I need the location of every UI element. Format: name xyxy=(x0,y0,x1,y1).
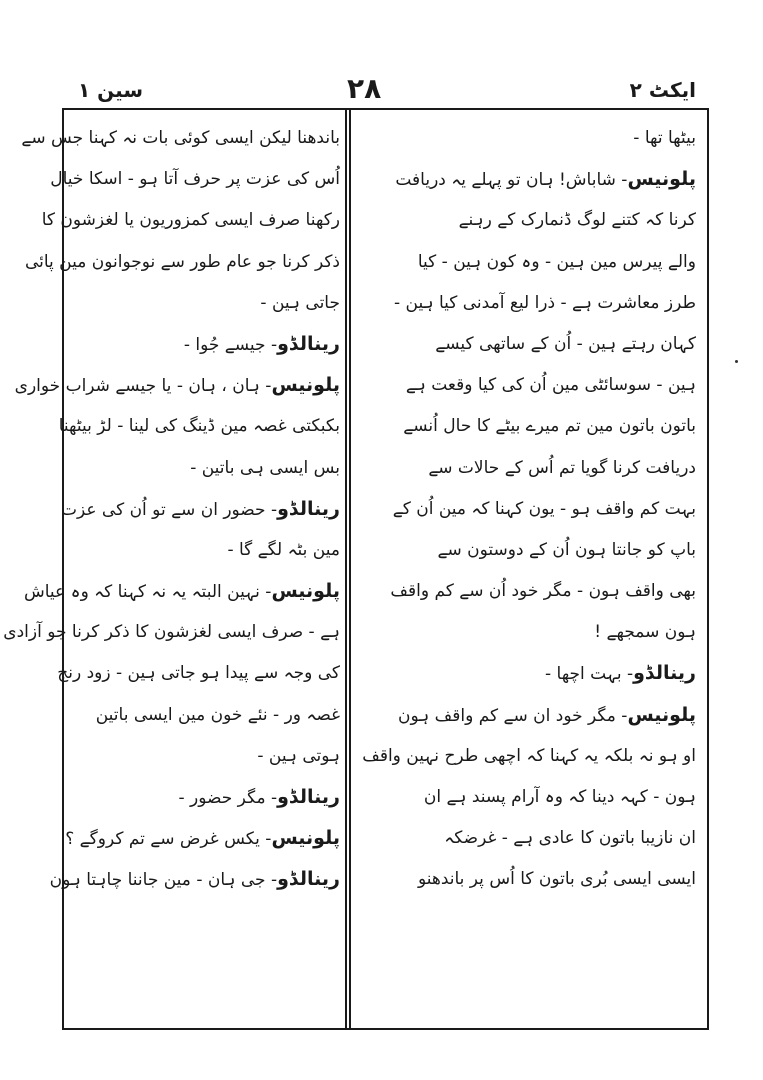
text-line xyxy=(356,283,696,324)
line-text: باندھنا لیکن ایسی کوئی بات نہ کہنا جس سے xyxy=(21,128,340,148)
line-text: او ہو نہ بلکہ یہ کہنا کہ اچھی طرح نہین واقف xyxy=(362,745,696,766)
text-line xyxy=(58,406,340,447)
line-text: کی وجہ سے پیدا ہو جاتی ہین - زود رنج xyxy=(57,663,340,684)
speaker-name: پلونیس xyxy=(627,703,696,726)
line-text: ان نازیبا باتون کا عادی ہے - غرضکہ xyxy=(444,828,696,849)
speaker-name: پلونیس xyxy=(271,580,340,603)
speaker-name: رینالڈو xyxy=(633,662,696,685)
act-label: ایکٹ ۲ xyxy=(629,78,696,102)
text-line xyxy=(356,530,696,571)
page-header xyxy=(62,72,712,112)
text-line xyxy=(356,118,696,159)
line-text: کرنا کہ کتنے لوگ ڈنمارک کے رہنے xyxy=(458,210,696,231)
line-text: - جی ہان - مین جاننا چاہتا ہون xyxy=(49,870,278,891)
line-text: ہون سمجھے ! xyxy=(594,622,696,643)
scene-label: سین ۱ xyxy=(78,78,144,102)
line-text: غصہ ور - نئے خون مین ایسی باتین xyxy=(95,704,340,725)
speaker-name: پلونیس xyxy=(271,827,340,850)
text-line xyxy=(49,859,340,900)
text-line xyxy=(24,571,340,612)
text-line xyxy=(14,365,340,406)
line-text: - حضور ان سے تو اُن کی عزت xyxy=(60,499,278,520)
text-line xyxy=(70,777,340,818)
text-line xyxy=(356,324,696,365)
text-line xyxy=(356,571,696,612)
line-text: ذکر کرنا جو عام طور سے نوجوانون مین پائی xyxy=(24,251,340,272)
line-text: دریافت کرنا گویا تم اُس کے حالات سے xyxy=(428,457,696,478)
line-text: بس ایسی ہی باتین - xyxy=(190,457,340,478)
line-text: ہون - کہہ دینا کہ وہ آرام پسند ہے ان xyxy=(423,787,696,807)
line-text: جاتی ہین - xyxy=(260,292,340,313)
text-line xyxy=(60,489,340,530)
text-line xyxy=(356,406,696,447)
line-text: باپ کو جانتا ہون اُن کے دوستون سے xyxy=(437,539,696,560)
line-text: - جیسے جُوا - xyxy=(183,334,278,355)
text-line xyxy=(70,324,340,365)
text-line xyxy=(356,365,696,406)
text-line xyxy=(356,200,696,241)
text-line xyxy=(70,448,340,489)
line-text: اُس کی عزت پر حرف آتا ہو - اسکا خیال xyxy=(50,169,340,190)
line-text: مین بٹہ لگے گا - xyxy=(227,539,340,560)
line-text: بھی واقف ہون - مگر خود اُن سے کم واقف xyxy=(390,581,696,602)
speaker-name: رینالڈو xyxy=(277,497,340,520)
text-line xyxy=(3,612,340,653)
speaker-name: رینالڈو xyxy=(277,868,340,891)
line-text: رکھنا صرف ایسی کمزوریون یا لغزشون کا xyxy=(41,210,340,231)
speaker-name: پلونیس xyxy=(271,374,340,397)
line-text: - شاباش! ہان تو پہلے یہ دریافت xyxy=(395,170,628,191)
text-line xyxy=(356,777,696,818)
speaker-name: پلونیس xyxy=(627,168,696,191)
line-text: بکبکتی غصہ مین ڈینگ کی لینا - لڑ بیٹھنا xyxy=(58,416,340,437)
page-number: ۲۸ xyxy=(347,72,382,105)
text-line xyxy=(356,818,696,859)
text-line xyxy=(356,489,696,530)
speaker-name: رینالڈو xyxy=(277,786,340,808)
line-text: - یکس غرض سے تم کروگے ؟ xyxy=(65,829,272,850)
line-text: باتون باتون مین تم میرے بیٹے کا حال اُنسے xyxy=(403,416,696,437)
text-line xyxy=(70,736,340,777)
line-text: کہان رہتے ہین - اُن کے ساتھی کیسے xyxy=(435,333,696,354)
text-line xyxy=(57,653,340,694)
speaker-name: رینالڈو xyxy=(277,332,340,355)
line-text: ہے - صرف ایسی لغزشون کا ذکر کرنا جو آزادی xyxy=(3,622,340,643)
line-text: والے پیرس مین ہین - وہ کون ہین - کیا xyxy=(417,251,696,272)
line-text: - بہت اچھا - xyxy=(544,664,634,685)
text-line xyxy=(356,159,696,200)
text-line xyxy=(21,118,340,159)
text-line xyxy=(50,159,340,200)
line-text: - ہان ، ہان - یا جیسے شراب خواری xyxy=(14,376,272,397)
line-text: - مگر خود ان سے کم واقف ہون xyxy=(398,705,628,726)
line-text: ہوتی ہین - xyxy=(257,745,340,766)
text-line xyxy=(356,242,696,283)
text-line xyxy=(70,530,340,571)
text-line xyxy=(356,736,696,777)
text-line xyxy=(356,612,696,653)
line-text: بہت کم واقف ہو - یون کہنا کہ مین اُن کے xyxy=(392,498,696,519)
text-line xyxy=(356,653,696,694)
column-divider xyxy=(345,108,351,1030)
line-text: ایسی ایسی بُری باتون کا اُس پر باندھنو xyxy=(417,869,696,890)
text-line xyxy=(70,283,340,324)
text-line xyxy=(70,695,340,736)
right-text-column xyxy=(356,118,696,1023)
line-text: - مگر حضور - xyxy=(178,788,278,808)
text-line xyxy=(24,242,340,283)
line-text: ہین - سوسائٹی مین اُن کی کیا وقعت ہے xyxy=(405,375,696,396)
text-line xyxy=(65,818,340,859)
text-line xyxy=(356,448,696,489)
text-line xyxy=(41,200,340,241)
left-text-column xyxy=(3,118,340,1023)
line-text: - نہین البتہ یہ نہ کہنا کہ وہ عیاش xyxy=(24,582,272,603)
line-text: طرز معاشرت ہے - ذرا لیع آمدنی کیا ہین - xyxy=(393,292,696,313)
text-line xyxy=(356,695,696,736)
line-text: بیٹھا تھا - xyxy=(633,128,696,148)
text-line xyxy=(356,859,696,900)
margin-mark xyxy=(735,360,738,363)
